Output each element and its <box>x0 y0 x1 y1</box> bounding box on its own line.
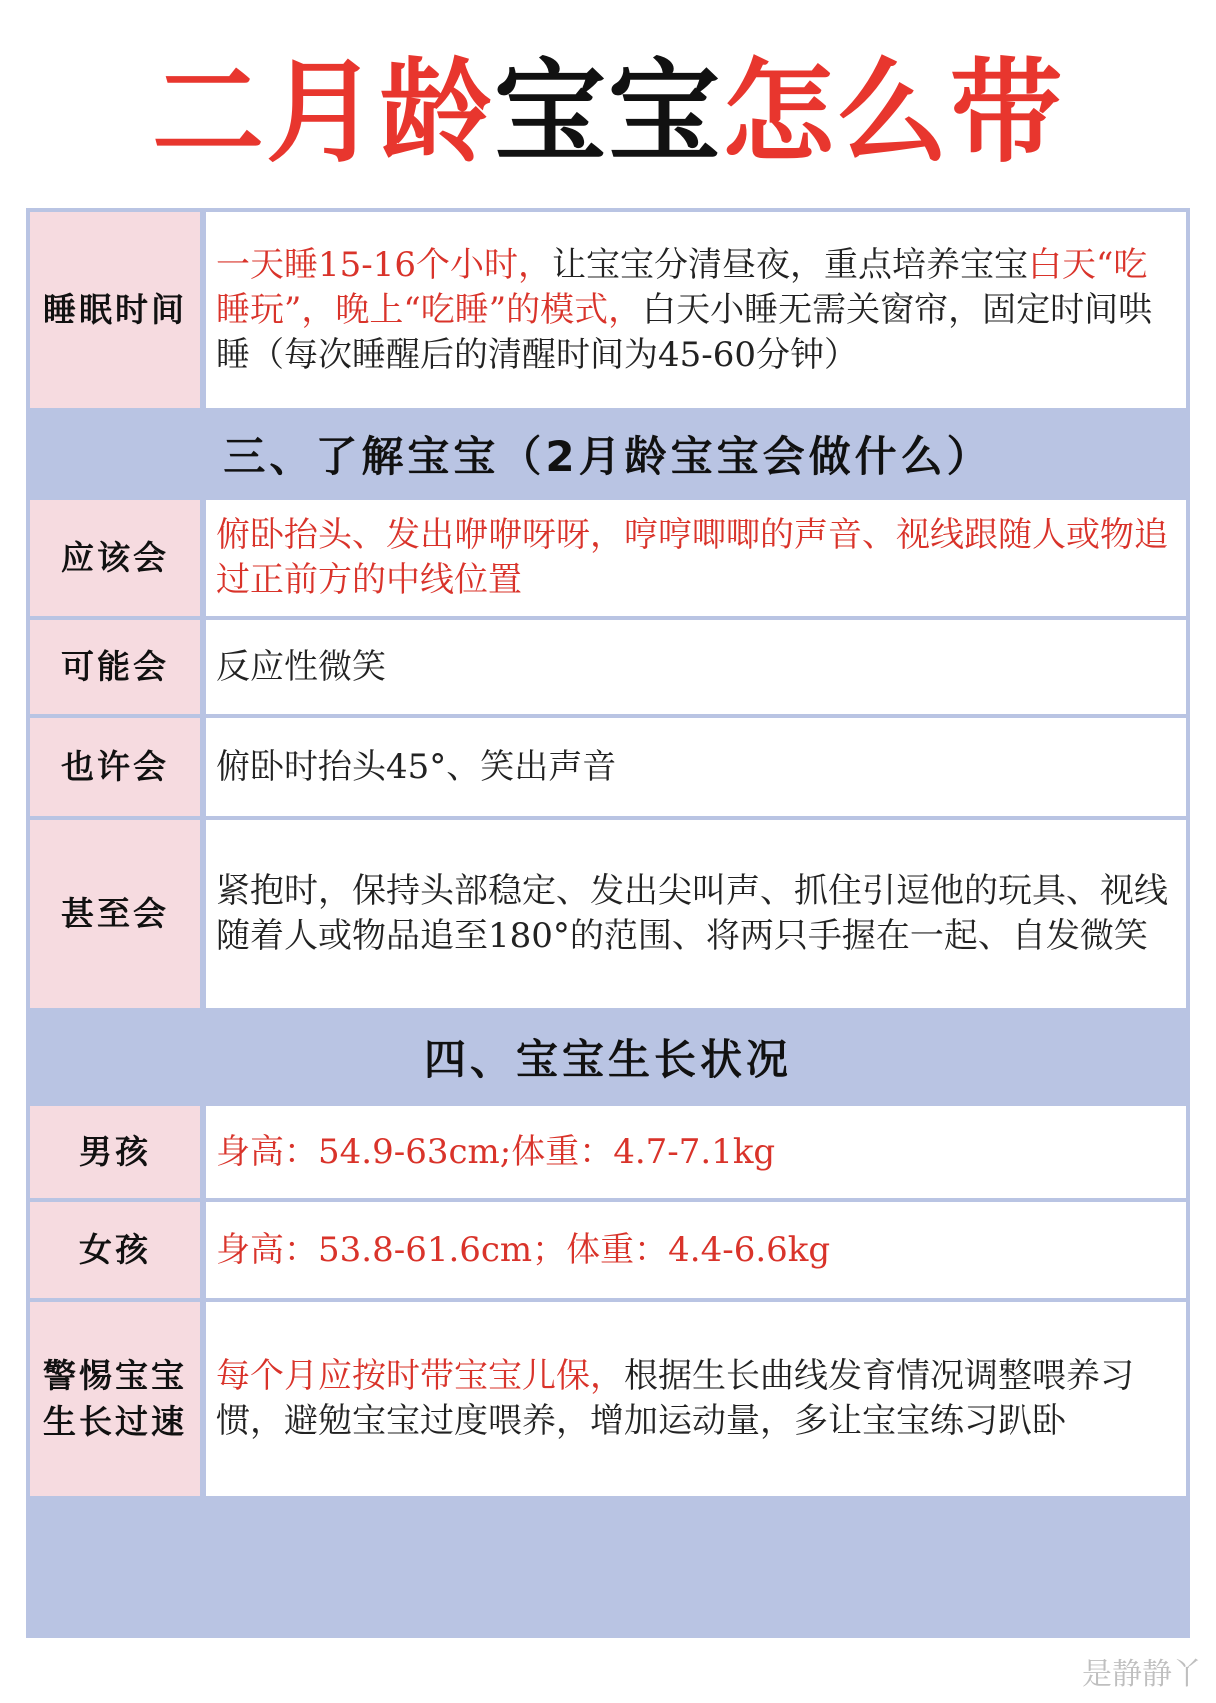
table-row-even <box>30 820 1186 1008</box>
highlight-text: 身高：53.8-61.6cm；体重：4.4-6.6kg <box>216 1229 831 1270</box>
body-text: 白天小睡无需关窗帘，固定时间哄睡（每次睡醒后的清醒时间为45-60分钟） <box>216 289 1153 375</box>
row-content <box>206 212 1186 408</box>
table-row-may <box>30 620 1186 714</box>
table-row-boy <box>30 1106 1186 1198</box>
watermark: 是静静丫 <box>1082 1657 1202 1692</box>
row-label: 甚至会 <box>30 820 200 1008</box>
body-text: 根据生长曲线发育情况调整喂养习惯，避勉宝宝过度喂养，增加运动量，多让宝宝练习趴卧 <box>216 1356 1134 1441</box>
row-content <box>206 718 1186 816</box>
row-label <box>30 1302 200 1496</box>
row-label: 可能会 <box>30 620 200 714</box>
section-heading-3: 三、了解宝宝（2月龄宝宝会做什么） <box>30 408 1186 500</box>
table-row-sleep <box>30 212 1186 408</box>
highlight-text: 白天“吃睡玩”，晚上“吃睡”的模式， <box>216 244 1148 330</box>
table-row-should <box>30 500 1186 616</box>
row-content <box>206 500 1186 616</box>
row-content <box>206 1302 1186 1496</box>
body-text: 让宝宝分清昼夜，重点培养宝宝 <box>552 244 1029 285</box>
section-heading-4: 四、宝宝生长状况 <box>30 1008 1186 1106</box>
table-row-girl <box>30 1202 1186 1298</box>
title-part-1: 二月龄 <box>152 48 494 178</box>
row-label-line-1: 警惕宝宝 <box>43 1356 187 1395</box>
highlight-text: 每个月应按时带宝宝儿保， <box>216 1356 624 1396</box>
row-content <box>206 1106 1186 1198</box>
table-row-alert <box>30 1302 1186 1496</box>
row-label: 男孩 <box>30 1106 200 1198</box>
row-label: 也许会 <box>30 718 200 816</box>
row-label-line-2: 生长过速 <box>43 1402 187 1441</box>
page-title <box>0 48 1216 178</box>
row-label: 女孩 <box>30 1202 200 1298</box>
highlight-text: 一天睡15-16个小时， <box>216 244 553 285</box>
row-label: 睡眠时间 <box>30 212 200 408</box>
body-text: 紧抱时，保持头部稳定、发出尖叫声、抓住引逗他的玩具、视线随着人或物品追至180°的范围、将两只手握在一起、自发微笑 <box>216 871 1168 956</box>
row-content <box>206 820 1186 1008</box>
title-part-2: 宝宝 <box>494 48 722 178</box>
table-row-perhaps <box>30 718 1186 816</box>
row-label: 应该会 <box>30 500 200 616</box>
row-content <box>206 620 1186 714</box>
body-text: 俯卧时抬头45°、笑出声音 <box>216 746 617 787</box>
row-content <box>206 1202 1186 1298</box>
title-part-3: 怎么带 <box>722 48 1064 178</box>
info-table <box>26 208 1190 1638</box>
highlight-text: 俯卧抬头、发出咿咿呀呀，哼哼唧唧的声音、视线跟随人或物追过正前方的中线位置 <box>216 515 1168 600</box>
highlight-text: 身高：54.9-63cm;体重：4.7-7.1kg <box>216 1131 776 1172</box>
body-text: 反应性微笑 <box>216 646 386 687</box>
